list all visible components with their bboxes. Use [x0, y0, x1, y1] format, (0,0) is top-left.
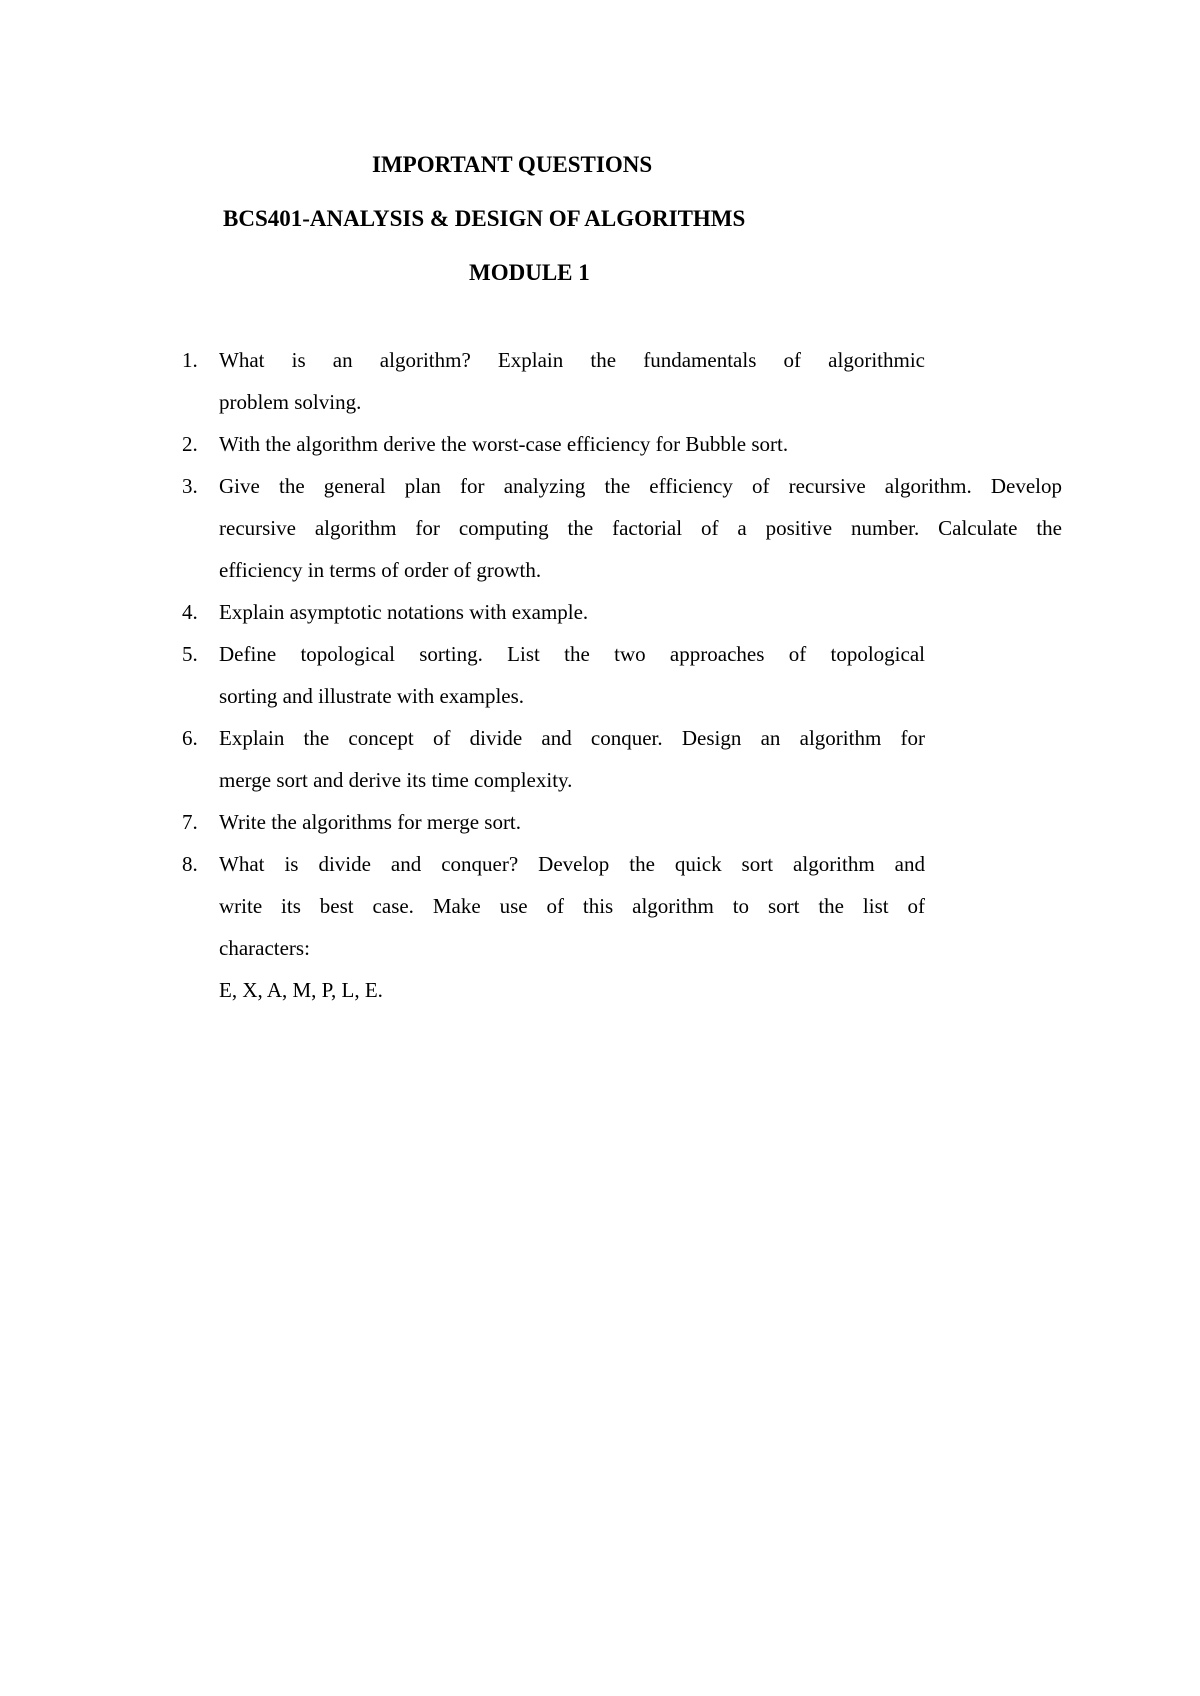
- question-number: 7.: [182, 810, 198, 834]
- question-number: 2.: [182, 432, 198, 456]
- question-text: [219, 801, 1062, 843]
- question-text: [219, 423, 1062, 465]
- question-list: [182, 339, 1062, 1011]
- subject-heading: BCS401-ANALYSIS & DESIGN OF ALGORITHMS: [223, 206, 746, 231]
- question-text: [219, 843, 1062, 1011]
- question-line: recursive algorithm for computing the factorial of a positive number. Calculate the: [219, 516, 1062, 540]
- question-line: Give the general plan for analyzing the efficiency of recursive algorithm. Develop: [219, 474, 1062, 498]
- question-line: merge sort and derive its time complexity.: [219, 768, 573, 792]
- question-line: With the algorithm derive the worst-case efficiency for Bubble sort.: [219, 432, 789, 456]
- question-text: [219, 339, 1062, 423]
- question-number: 8.: [182, 852, 198, 876]
- question-line: write its best case. Make use of this algorithm to sort the list of: [219, 894, 925, 918]
- question-line: Write the algorithms for merge sort.: [219, 810, 522, 834]
- question-text: [219, 465, 1062, 591]
- module-heading: MODULE 1: [469, 260, 590, 285]
- question-text: [219, 717, 1062, 801]
- question-item: [182, 633, 1062, 717]
- question-line: characters:: [219, 936, 310, 960]
- question-text: [219, 633, 1062, 717]
- question-number: 4.: [182, 600, 198, 624]
- question-item: [182, 339, 1062, 423]
- question-line: E, X, A, M, P, L, E.: [219, 978, 383, 1002]
- document-title: IMPORTANT QUESTIONS: [372, 152, 653, 177]
- question-line: What is an algorithm? Explain the fundamentals of algorithmic: [219, 348, 925, 372]
- question-line: Define topological sorting. List the two approaches of topological: [219, 642, 925, 666]
- question-text: [219, 591, 1062, 633]
- question-number: 5.: [182, 642, 198, 666]
- question-item: [182, 717, 1062, 801]
- question-line: sorting and illustrate with examples.: [219, 684, 525, 708]
- question-number: 1.: [182, 348, 198, 372]
- question-line: problem solving.: [219, 390, 362, 414]
- question-number: 3.: [182, 474, 198, 498]
- question-item: [182, 801, 1062, 843]
- question-item: [182, 843, 1062, 1011]
- question-item: [182, 591, 1062, 633]
- question-line: Explain asymptotic notations with example.: [219, 600, 589, 624]
- question-number: 6.: [182, 726, 198, 750]
- question-item: [182, 423, 1062, 465]
- question-item: [182, 465, 1062, 591]
- question-line: efficiency in terms of order of growth.: [219, 558, 542, 582]
- question-line: What is divide and conquer? Develop the quick sort algorithm and: [219, 852, 925, 876]
- question-line: Explain the concept of divide and conquer. Design an algorithm for: [219, 726, 925, 750]
